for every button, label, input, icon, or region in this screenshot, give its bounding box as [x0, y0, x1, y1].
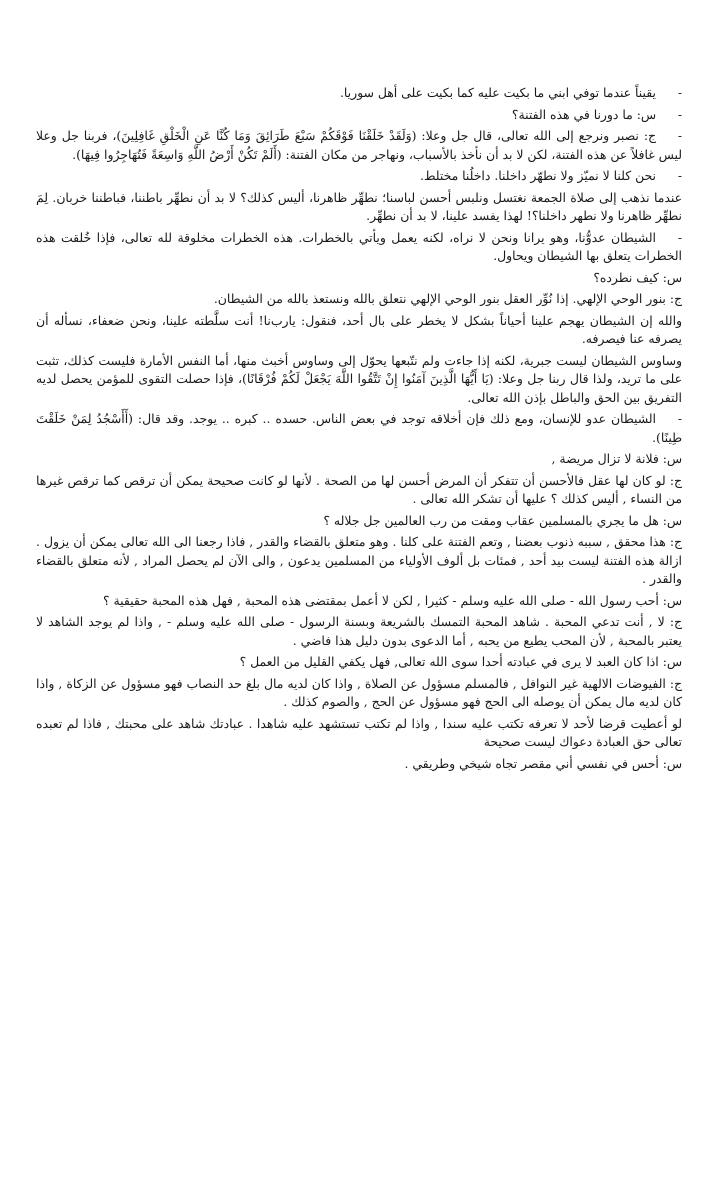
answer: ج: بنور الوحي الإلهي. إذا نُوِّر العقل بنور الوحي الإلهي نتعلق بالله ونستعذ بالله من الشيطان. — [213, 291, 682, 306]
question: س: هل ما يجري بالمسلمين عقاب ومقت من رب العالمين جل جلاله ؟ — [323, 512, 682, 528]
answer: ج: هذا محقق , سببه ذنوب بعضنا , وتعم الفتنة على كلنا . وهو متعلق بالقضاء والقدر , فاذا رجعنا الى الله تعالى يمكن أن يزول . ازالة هذه الفتنة ليست بيد أحد , فمئات بل ألوف الأولياء من المسلمين يدعون , والى الآن لم يحصل المراد , لأنه متعلق بالقضاء والقدر . — [36, 534, 682, 586]
paragraph: - الشيطان عدوُّنا، وهو يرانا ونحن لا نراه، لكنه يعمل ويأتي بالخطرات. هذه الخطرات مخلوقة لله تعالى، فإذا خُلقت هذه الخطرات يتعلق بها الشيطان ويحاول. — [36, 229, 682, 266]
paragraph: عندما نذهب إلى صلاة الجمعة نغتسل ونلبس أحسن لباسنا؛ نطهِّر ظاهرنا، أليس كذلك؟ لا بد أن نطهِّر باطننا، فباطننا خربان. لِمَ نطهِّر ظاهرنا ولا نطهر داخلنا؟! لهذا يفسد علينا، لا بد أن نطهِّر. — [36, 189, 682, 223]
paragraph: لو أعطيت قرضا لأحد لا تعرفه تكتب عليه سندا , واذا لم تكتب تستشهد عليه شاهدا . عبادتك شاهد على محبتك , فاذا لم تعبده تعالى حق العبادة دعواك ليست صحيحة — [36, 715, 682, 749]
question: س: أحس في نفسي أني مقصر تجاه شيخي وطريقي . — [404, 755, 682, 771]
question: س: أحب رسول الله - صلى الله عليه وسلم - كثيرا , لكن لا أعمل بمقتضى هذه المحبة , فهل هذه المحبة حقيقية ؟ — [103, 592, 682, 608]
question: - س: ما دورنا في هذه الفتنة؟ — [36, 106, 682, 125]
document-body — [36, 84, 682, 773]
answer: ج: لو كان لها عقل فالأحسن أن تتفكر أن المرض أحسن لها من الصحة . لأنها لو كانت صحيحة يمكن أن ترقص كما ترقص غيرها من النساء , أليس كذلك ؟ عليها أن تشكر الله تعالى . — [36, 472, 682, 506]
paragraph: والله إن الشيطان يهجم علينا أحياناً بشكل لا يخطر على بال أحد، فنقول: يارب‌نا! أنت سلَّطته علينا، ونحن ضعفاء، نسأله أن يصرفه عنا فيصرفه. — [36, 312, 682, 346]
answer: ج: الفيوضات الالهية غير النوافل , فالمسلم مسؤول عن الصلاة , واذا كان لديه مال بلغ حد النصاب فهو مسؤول عن الزكاة , واذا كان لديه مال يمكن أن يوصله الى الحج فهو مسؤول عن الحج , والصوم كذلك . — [36, 675, 682, 709]
question: س: فلانة لا تزال مريضة , — [551, 451, 682, 466]
paragraph: - الشيطان عدو للإنسان، ومع ذلك فإن أخلاقه توجد في بعض الناس. حسده .. كبره .. يوجد. وقد قال: (أَأَسْجُدُ لِمَنْ خَلَقْتَ طِينًا). — [36, 410, 682, 447]
paragraph: - نحن كلنا لا نميّز ولا نطهّر داخلنا. داخلُنا مختلط. — [36, 167, 682, 186]
paragraph: - يقيناً عندما توفي ابني ما بكيت عليه كما بكيت على أهل سوريا. — [36, 84, 682, 103]
answer: ج: لا , أنت تدعي المحبة . شاهد المحبة التمسك بالشريعة وبسنة الرسول - صلى الله عليه وسلم - , واذا لم يوجد الشاهد لا يعتبر بالمحبة , لأن المحب يطيع من يحبه , أما الدعوى بدون دليل هذا فاضي . — [36, 614, 682, 648]
question: س: اذا كان العبد لا يرى في عبادته أحدا سوى الله تعالى, فهل يكفي القليل من العمل ؟ — [239, 654, 682, 669]
paragraph: وساوس الشيطان ليست جبرية، لكنه إذا جاءت ولم نتّبعها يحوّل إلى وساوس أخبث منها، أما النفس الأمارة فليست كذلك، تثبت على ما تريد، ولذا قال ربنا جل وعلا: (يَا أَيُّهَا الَّذِينَ آمَنُوا إِنْ تَتَّقُوا اللَّهَ يَجْعَلْ لَكُمْ فُرْقَانًا)، فإذا حصلت التقوى للمؤمن يحصل لديه التفريق بين الحق والباطل بإذن الله تعالى. — [36, 352, 682, 405]
question: س: كيف نطرده؟ — [593, 269, 682, 285]
answer: - ج: نصبر ونرجع إلى الله تعالى، قال جل وعلا: (وَلَقَدْ خَلَقْنَا فَوْقَكُمْ سَبْعَ طَرَائِقَ وَمَا كُنَّا عَنِ الْخَلْقِ غَافِلِينَ)، فربنا جل وعلا ليس غافلاً عن هذه الفتنة، لكن لا بد أن نأخذ بالأسباب، ونهاجر من مكان الفتنة: (أَلَمْ تَكُنْ أَرْضُ اللَّهِ وَاسِعَةً فَتُهَاجِرُوا فِيهَا). — [36, 127, 682, 164]
